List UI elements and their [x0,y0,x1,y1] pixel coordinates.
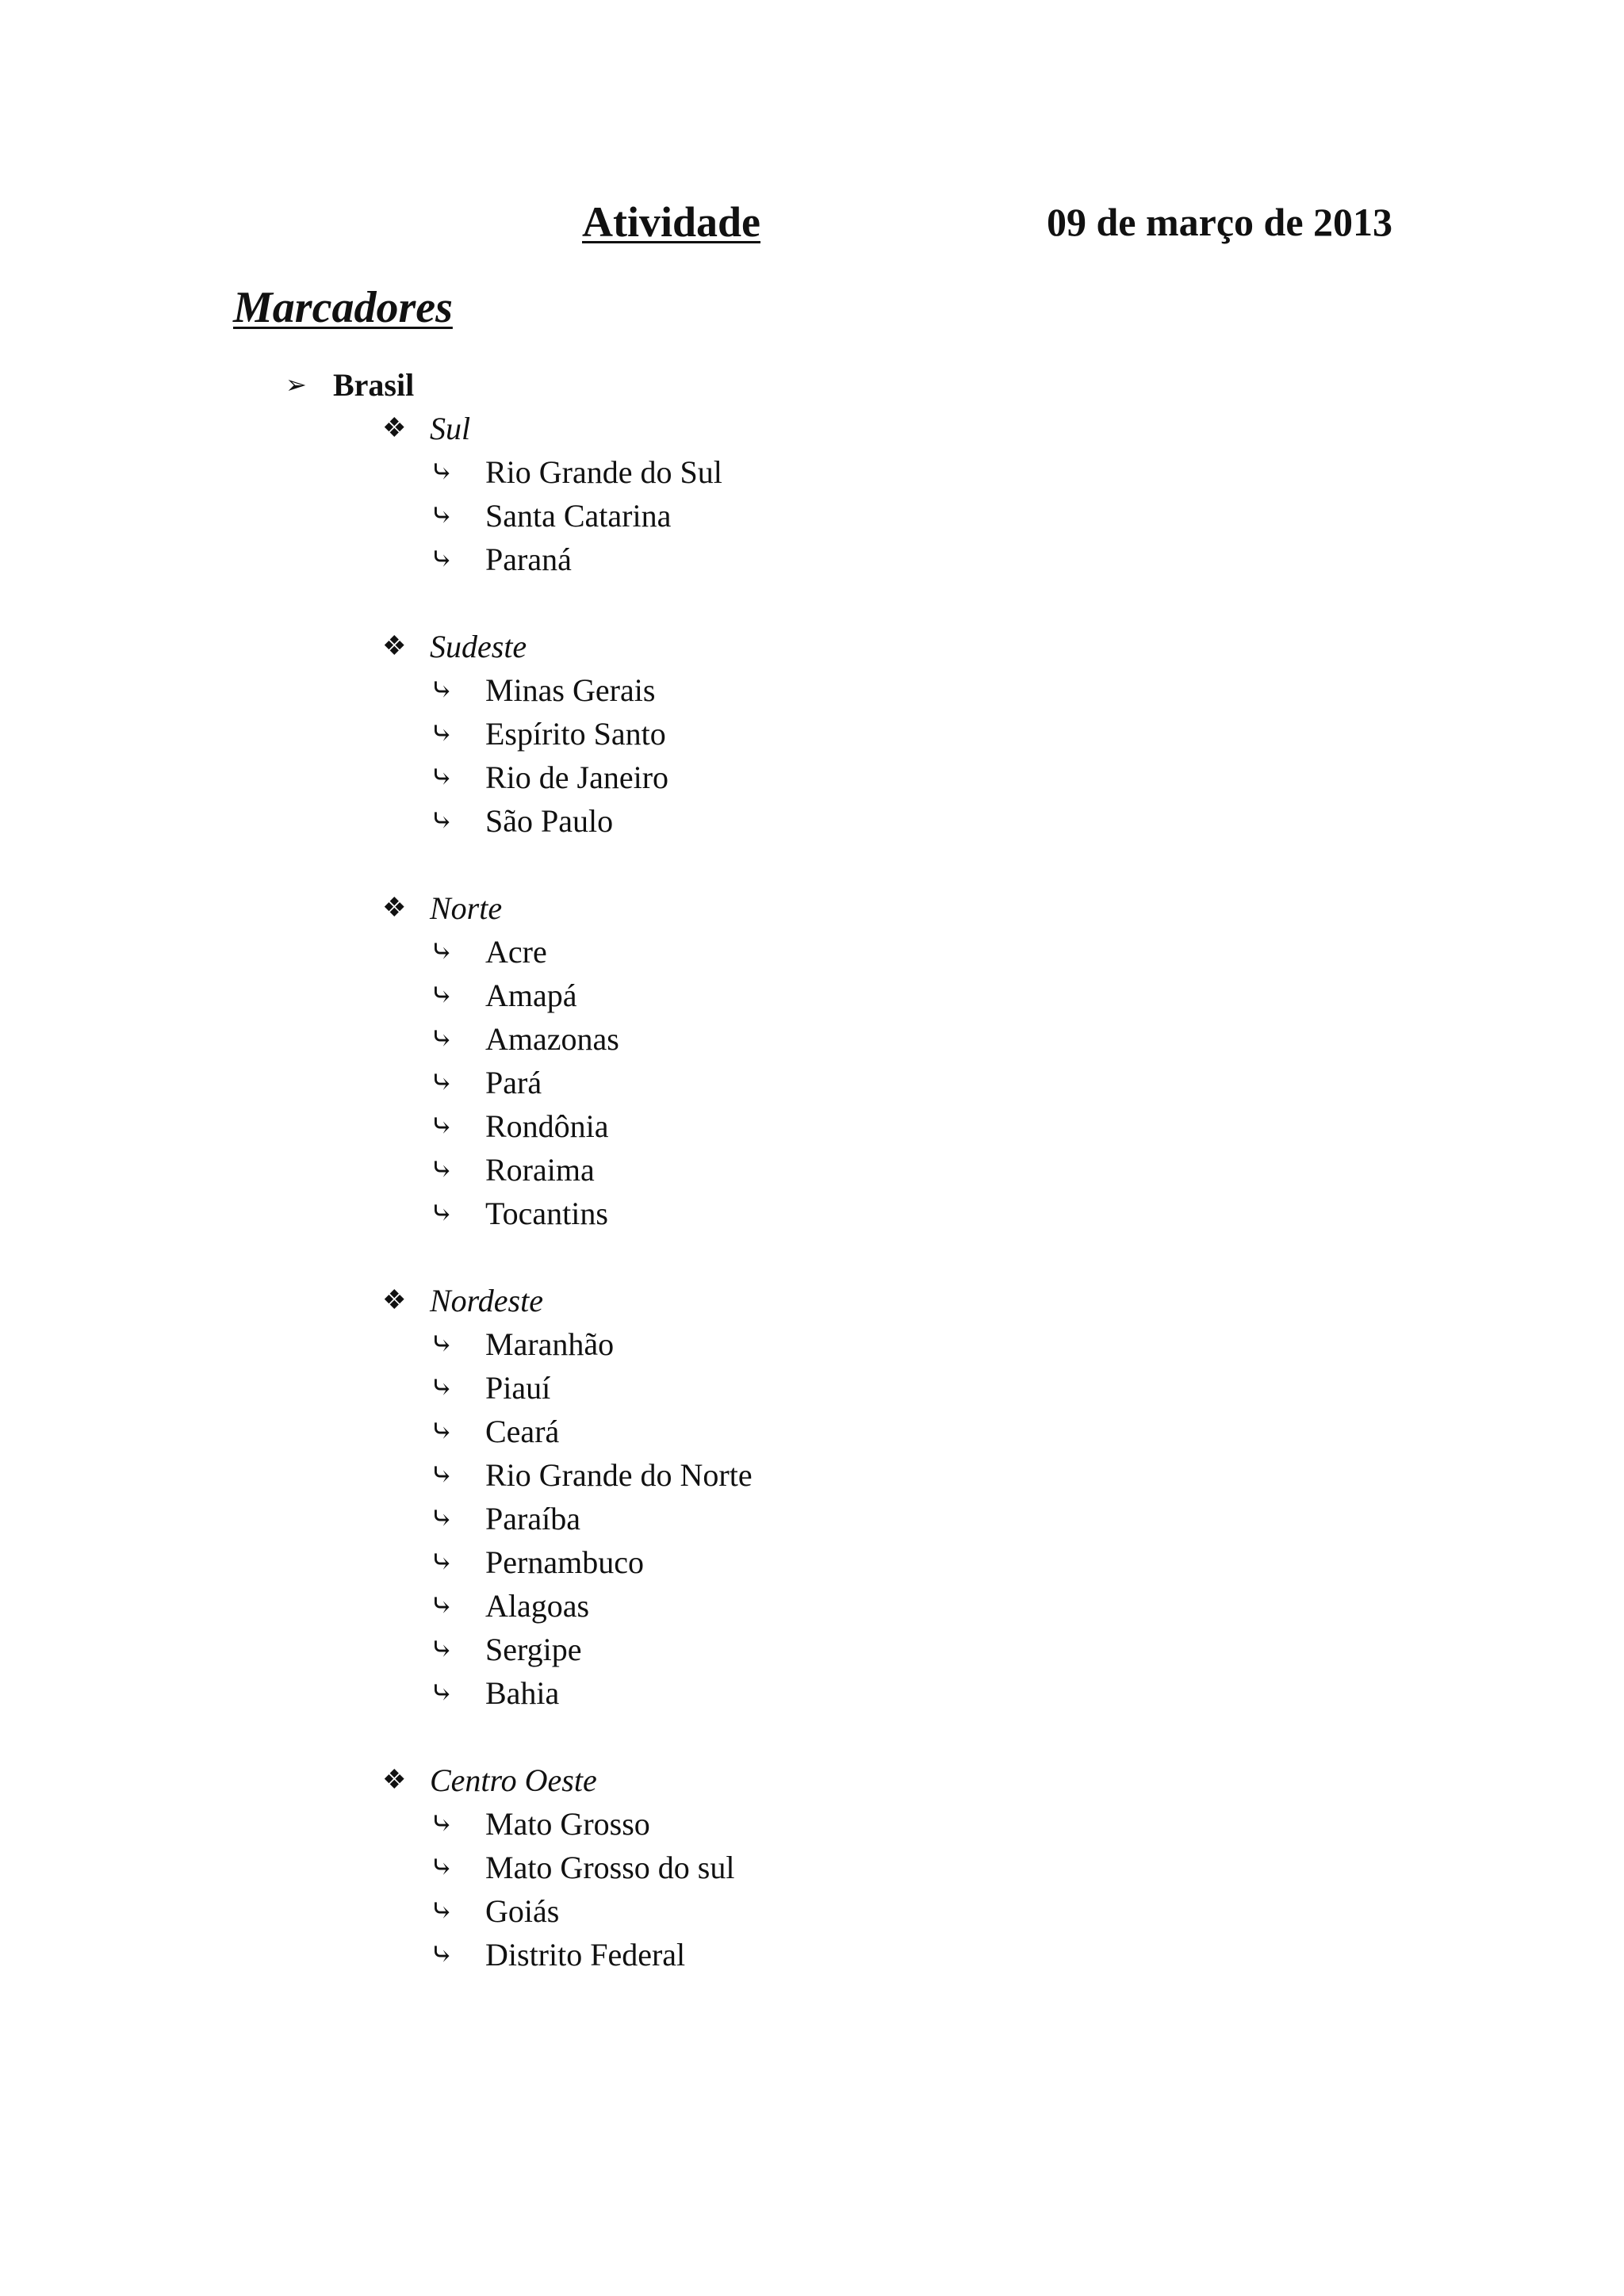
four-diamond-bullet-icon: ❖ [382,632,407,661]
state-label: Acre [485,934,547,970]
down-right-arrow-bullet-icon: ⤷ [430,543,454,575]
state-label: Mato Grosso do sul [485,1850,735,1885]
state-label: Piauí [485,1370,551,1406]
list-item-state [0,668,1624,712]
list-item-state [0,756,1624,799]
state-label: Amazonas [485,1021,619,1057]
list-item-state [0,930,1624,974]
four-diamond-bullet-icon: ❖ [382,1766,407,1795]
down-right-arrow-bullet-icon: ⤷ [430,1197,454,1229]
state-label: Amapá [485,978,577,1013]
four-diamond-bullet-icon: ❖ [382,894,407,923]
state-label: Goiás [485,1893,560,1929]
down-right-arrow-bullet-icon: ⤷ [430,979,454,1011]
state-label: Pará [485,1065,542,1100]
state-label: Paraná [485,541,572,577]
state-label: Sergipe [485,1632,582,1667]
down-right-arrow-bullet-icon: ⤷ [430,1546,454,1578]
list-item-state [0,1671,1624,1715]
state-label: Rondônia [485,1108,609,1144]
region-label: Sudeste [430,629,527,664]
list-item-region [0,886,1624,930]
list-item-state [0,1933,1624,1976]
down-right-arrow-bullet-icon: ⤷ [430,1895,454,1927]
down-right-arrow-bullet-icon: ⤷ [430,1677,454,1709]
state-label: Distrito Federal [485,1937,686,1973]
list-item-state [0,1846,1624,1889]
state-label: Pernambuco [485,1544,644,1580]
list-item-state [0,450,1624,494]
down-right-arrow-bullet-icon: ⤷ [430,456,454,488]
region-label: Sul [430,411,471,446]
list-item-state [0,1540,1624,1584]
down-right-arrow-bullet-icon: ⤷ [430,1110,454,1142]
list-item-region [0,625,1624,668]
list-item-state [0,1453,1624,1497]
list-item-state [0,974,1624,1017]
list-item-state [0,494,1624,538]
state-label: Minas Gerais [485,672,656,708]
down-right-arrow-bullet-icon: ⤷ [430,1066,454,1098]
spacer [0,1715,1624,1758]
list-item-state [0,538,1624,581]
state-label: Ceará [485,1414,560,1449]
list-item-region [0,1279,1624,1322]
list-item-state [0,1497,1624,1540]
page-date: 09 de março de 2013 [1047,200,1393,244]
down-right-arrow-bullet-icon: ⤷ [430,1415,454,1447]
state-label: Santa Catarina [485,498,672,534]
list-item-state [0,1061,1624,1104]
down-right-arrow-bullet-icon: ⤷ [430,1938,454,1970]
down-right-arrow-bullet-icon: ⤷ [430,1328,454,1360]
list-item-region [0,407,1624,450]
down-right-arrow-bullet-icon: ⤷ [430,1633,454,1665]
down-right-arrow-bullet-icon: ⤷ [430,761,454,793]
state-label: Rio de Janeiro [485,760,669,795]
state-label: São Paulo [485,803,614,839]
page-title: Atividade [582,198,761,246]
list-item-state [0,1322,1624,1366]
country-label: Brasil [333,367,415,403]
down-right-arrow-bullet-icon: ⤷ [430,674,454,706]
list-item-region [0,1758,1624,1802]
state-label: Roraima [485,1152,595,1188]
list-item-state [0,1366,1624,1410]
spacer [0,1235,1624,1279]
state-label: Espírito Santo [485,716,666,752]
region-label: Centro Oeste [430,1762,597,1798]
state-label: Rio Grande do Norte [485,1457,753,1493]
four-diamond-bullet-icon: ❖ [382,1286,407,1315]
down-right-arrow-bullet-icon: ⤷ [430,1459,454,1490]
region-label: Nordeste [430,1283,543,1318]
down-right-arrow-bullet-icon: ⤷ [430,718,454,749]
section-title: Marcadores [233,283,453,332]
list-item-country [0,363,1624,407]
arrowhead-bullet-icon: ➢ [285,370,307,399]
down-right-arrow-bullet-icon: ⤷ [430,1023,454,1054]
state-label: Bahia [485,1675,560,1711]
state-label: Mato Grosso [485,1806,650,1842]
state-label: Paraíba [485,1501,580,1536]
spacer [0,581,1624,625]
list-item-state [0,1148,1624,1192]
list-item-state [0,1104,1624,1148]
state-label: Rio Grande do Sul [485,454,722,490]
state-label: Tocantins [485,1196,608,1231]
list-item-state [0,1584,1624,1628]
down-right-arrow-bullet-icon: ⤷ [430,1154,454,1185]
four-diamond-bullet-icon: ❖ [382,414,407,443]
list-item-state [0,1192,1624,1235]
bullet-outline [0,363,1624,1976]
list-item-state [0,1017,1624,1061]
list-item-state [0,799,1624,843]
spacer [0,843,1624,886]
down-right-arrow-bullet-icon: ⤷ [430,1590,454,1621]
list-item-state [0,712,1624,756]
down-right-arrow-bullet-icon: ⤷ [430,1851,454,1883]
list-item-state [0,1410,1624,1453]
down-right-arrow-bullet-icon: ⤷ [430,499,454,531]
state-label: Maranhão [485,1326,615,1362]
down-right-arrow-bullet-icon: ⤷ [430,936,454,967]
list-item-state [0,1889,1624,1933]
region-label: Norte [430,890,503,926]
state-label: Alagoas [485,1588,590,1624]
down-right-arrow-bullet-icon: ⤷ [430,1372,454,1403]
list-item-state [0,1628,1624,1671]
down-right-arrow-bullet-icon: ⤷ [430,1502,454,1534]
list-item-state [0,1802,1624,1846]
down-right-arrow-bullet-icon: ⤷ [430,805,454,836]
down-right-arrow-bullet-icon: ⤷ [430,1808,454,1839]
